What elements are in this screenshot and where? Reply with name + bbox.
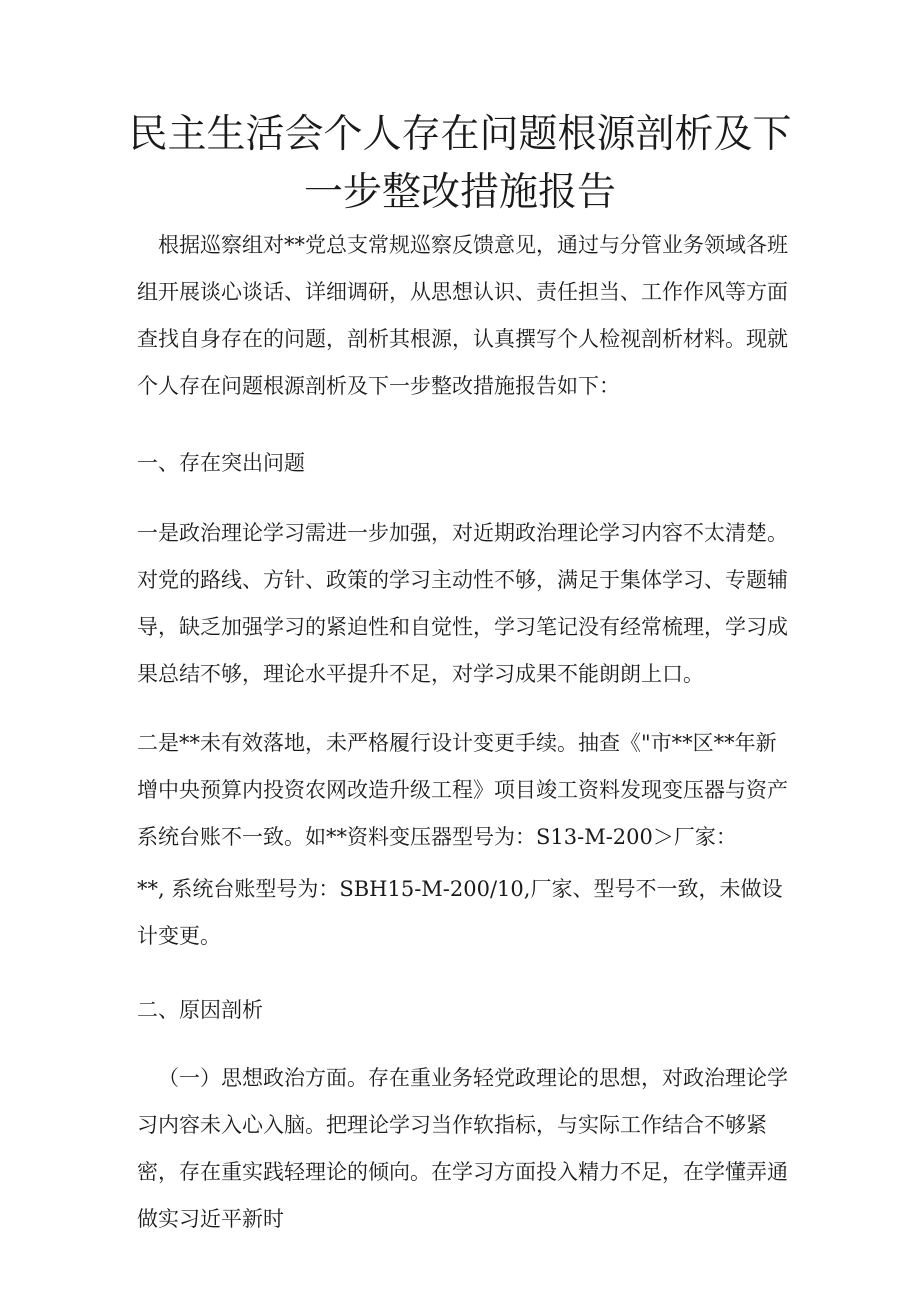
section-heading-causes: 二、原因剖析 xyxy=(137,998,263,1022)
document-title-line2: 一步整改措施报告 xyxy=(303,170,616,215)
cause-paragraph-1: （一）思想政治方面。存在重业务轻党政理论的思想，对政治理论学习内容未入心入脑。把理论学习当作软指标，与实际工作结合不够紧密，存在重实践轻理论的倾向。在学习方面投入精力不足，在学懂弄通做实习近平新时 xyxy=(137,1066,788,1231)
problem-paragraph-1: 一是政治理论学习需进一步加强，对近期政治理论学习内容不太清楚。对党的路线、方针、政策的学习主动性不够，满足于集体学习、专题辅导，缺乏加强学习的紧迫性和自觉性，学习笔记没有经常梳理，学习成果总结不够，理论水平提升不足，对学习成果不能朗朗上口。 xyxy=(137,521,788,686)
document-title-line1: 民主生活会个人存在问题根源剖析及下 xyxy=(128,112,792,157)
problem-paragraph-2b: **, 系统台账型号为：SBH15-M-200/10,厂家、型号不一致，未做设计变更。 xyxy=(137,877,783,948)
problem-paragraph-2a: 二是**未有效落地，未严格履行设计变更手续。抽查《"市**区**年新增中央预算内投资农网改造升级工程》项目竣工资料发现变压器与资产系统台账不一致。如**资料变压器型号为：S13-M-200＞厂家： xyxy=(137,731,788,849)
document-title xyxy=(110,106,810,222)
section-heading-problems: 一、存在突出问题 xyxy=(137,451,305,475)
intro-paragraph: 根据巡察组对**党总支常规巡察反馈意见，通过与分管业务领域各班组开展谈心谈话、详细调研，从思想认识、责任担当、工作作风等方面查找自身存在的问题，剖析其根源，认真撰写个人检视剖析材料。现就个人存在问题根源剖析及下一步整改措施报告如下： xyxy=(137,233,788,398)
